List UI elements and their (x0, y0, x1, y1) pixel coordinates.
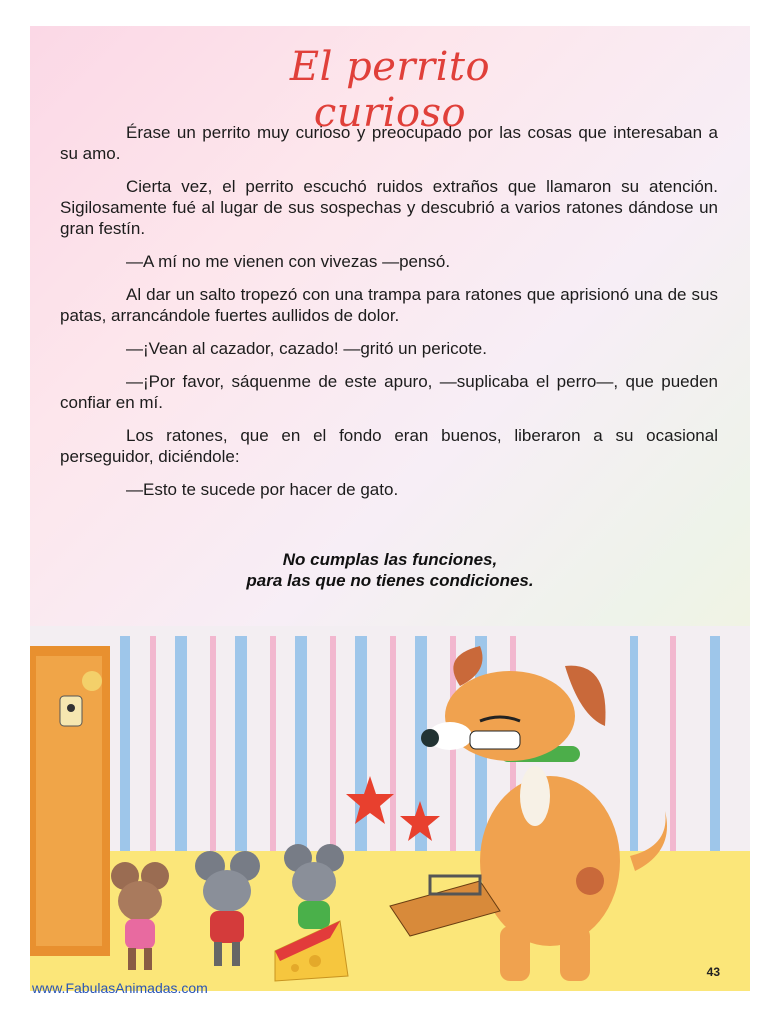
paragraph-4: Al dar un salto tropezó con una trampa para ratones que aprisionó una de sus patas, arrancándole fuertes aullidos de dolor. (60, 285, 718, 325)
paragraph-6: —¡Por favor, sáquenme de este apuro, —suplicaba el perro—, que pueden confiar en mí. (60, 372, 718, 412)
paragraph-8: —Esto te sucede por hacer de gato. (126, 480, 399, 499)
curtain-background (30, 626, 750, 856)
book-page (30, 26, 750, 991)
door-knob (82, 671, 102, 691)
paragraph-3: —A mí no me vienen con vivezas —pensó. (126, 252, 451, 271)
story-illustration (30, 626, 750, 991)
moral-line-2: para las que no tienes condiciones. (246, 571, 534, 590)
paragraph-1: Érase un perrito muy curioso y preocupado por las cosas que interesaban a su amo. (60, 123, 718, 163)
moral (180, 549, 600, 591)
page-number: 43 (706, 965, 720, 979)
door (30, 646, 110, 956)
story-title: El perrito curioso (289, 44, 491, 136)
watermark-link[interactable]: www.FabulasAnimadas.com (32, 980, 208, 996)
moral-line-1: No cumplas las funciones, (282, 550, 498, 569)
paragraph-5: —¡Vean al cazador, cazado! —gritó un pericote. (126, 339, 487, 358)
paragraph-7: Los ratones, que en el fondo eran buenos, liberaron a su ocasional perseguidor, diciéndole: (60, 426, 718, 466)
story-text (60, 122, 718, 512)
paragraph-2: Cierta vez, el perrito escuchó ruidos extraños que llamaron su atención. Sigilosamente fué al lugar de sus sospechas y descubrió a varios ratones dándose un gran festín. (60, 177, 718, 238)
